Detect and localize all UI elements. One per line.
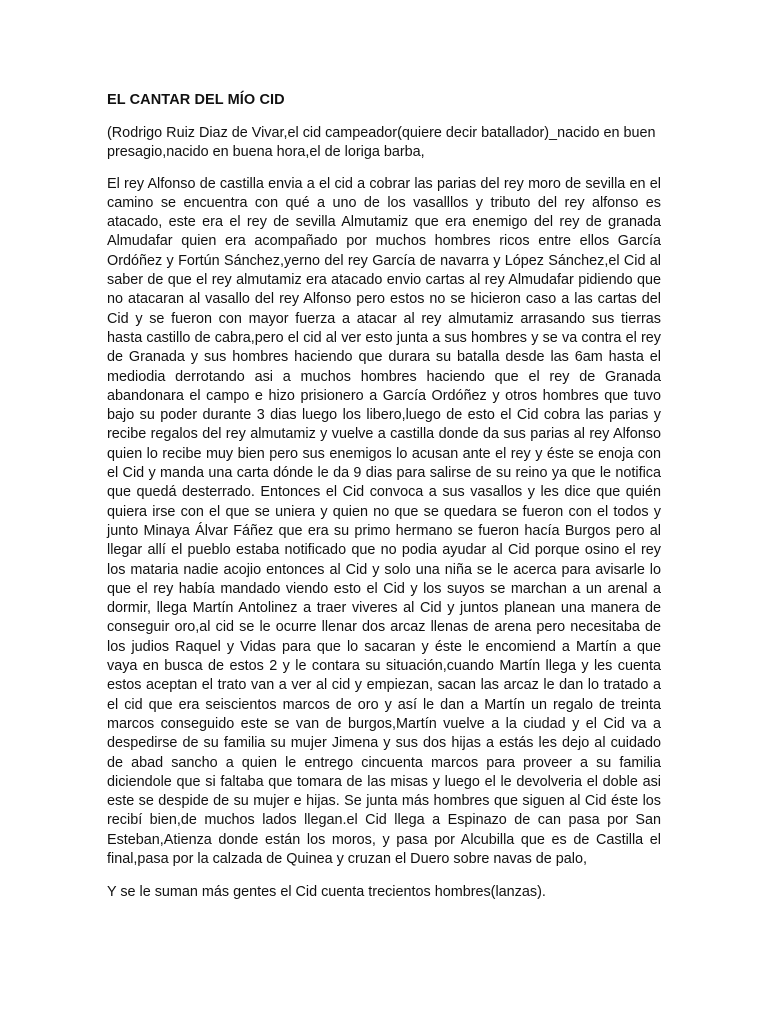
document-title: EL CANTAR DEL MÍO CID xyxy=(107,92,285,108)
body-paragraph: El rey Alfonso de castilla envia a el cid a cobrar las parias del rey moro de sevilla en el camino se encuentra con qué a uno de los vasalllos y tributo del rey alfonso es atacado, este era el rey de sevilla Almutamiz que era enemigo del rey de granada Almudafar quien era acompañado por muchos hombres ricos entre ellos García Ordóñez y Fortún Sánchez,yerno del rey García de navarra y López Sánchez,el Cid al saber de que el rey almutamiz era atacado envio cartas al rey Almudafar pidiendo que no atacaran al vasallo del rey Alfonso pero estos no se hicieron caso a las cartas del Cid y se fueron con mayor fuerza a atacar al rey almutamiz arrasando sus tierras hasta castillo de cabra,pero el cid al ver esto junta a sus hombres y se va contra el rey de Granada y sus hombres haciendo que durara su batalla desde las 6am hasta el mediodia derrotando asi a muchos hombres haciendo que el rey de Granada abandonara el campo e hizo prisionero a García Ordóñez y otros hombres que tuvo bajo su poder durante 3 dias luego los libero,luego de esto el Cid cobra las parias y recibe regalos del rey almutamiz y vuelve a castilla donde da sus parias al rey Alfonso quien lo recibe muy bien pero sus enemigos lo acusan ante el rey y éste se enoja con el Cid y manda una carta dónde le da 9 dias para salirse de su reino ya que le notifica que quedá desterrado. Entonces el Cid convoca a sus vasallos y les dice que quién quiera irse con el que se uniera y quien no que se quedara se fueron con el todos y junto Minaya Álvar Fáñez que era su primo hermano se fueron hacía Burgos pero al llegar allí el pueblo estaba notificado que no podia ayudar al Cid porque osino el rey los mataria nadie acojio entonces al Cid y solo una niña se le acerca para avisarle lo que el rey había mandado viendo esto el Cid y los suyos se marchan a un arenal a dormir, llega Martín Antolinez a traer viveres al Cid y juntos planean una manera de conseguir oro,al cid se le ocurre llenar dos arcaz llenas de arena pero necesitaba de los judios Raquel y Vidas para que lo sacaran y éste le encomiend a Martín a que vaya en busca de estos 2 y le contara su situación,cuando Martín llega y les cuenta estos aceptan el trato van a ver al cid y empiezan, sacan las arcaz le dan lo tratado a el cid que era seiscientos marcos de oro y así le dan a Martín un regalo de treinta marcos conseguido este se van de burgos,Martín vuelve a la ciudad y el Cid va a despedirse de su familia su mujer Jimena y sus dos hijas a estás les dejo al cuidado de abad sancho a quien le entrego cincuenta marcos para proveer a su familia diciendole que si faltaba que tomara de las misas y luego el le devolveria el doble asi este se despide de su mujer e hijas. Se junta más hombres que siguen al Cid éste los recibí bien,de muchos lados llegan.el Cid llega a Espinazo de can pasa por San Esteban,Atienza donde están los moros, y pasa por Alcubilla que es de Castilla el final,pasa por la calzada de Quinea y cruzan el Duero sobre navas de palo, xyxy=(107,175,661,867)
intro-paragraph: (Rodrigo Ruiz Diaz de Vivar,el cid campeador(quiere decir batallador)_nacido en buen presagio,nacido en buena hora,el de loriga barba, xyxy=(107,125,656,161)
document-page xyxy=(107,90,661,915)
closing-paragraph: Y se le suman más gentes el Cid cuenta trecientos hombres(lanzas). xyxy=(107,884,546,901)
